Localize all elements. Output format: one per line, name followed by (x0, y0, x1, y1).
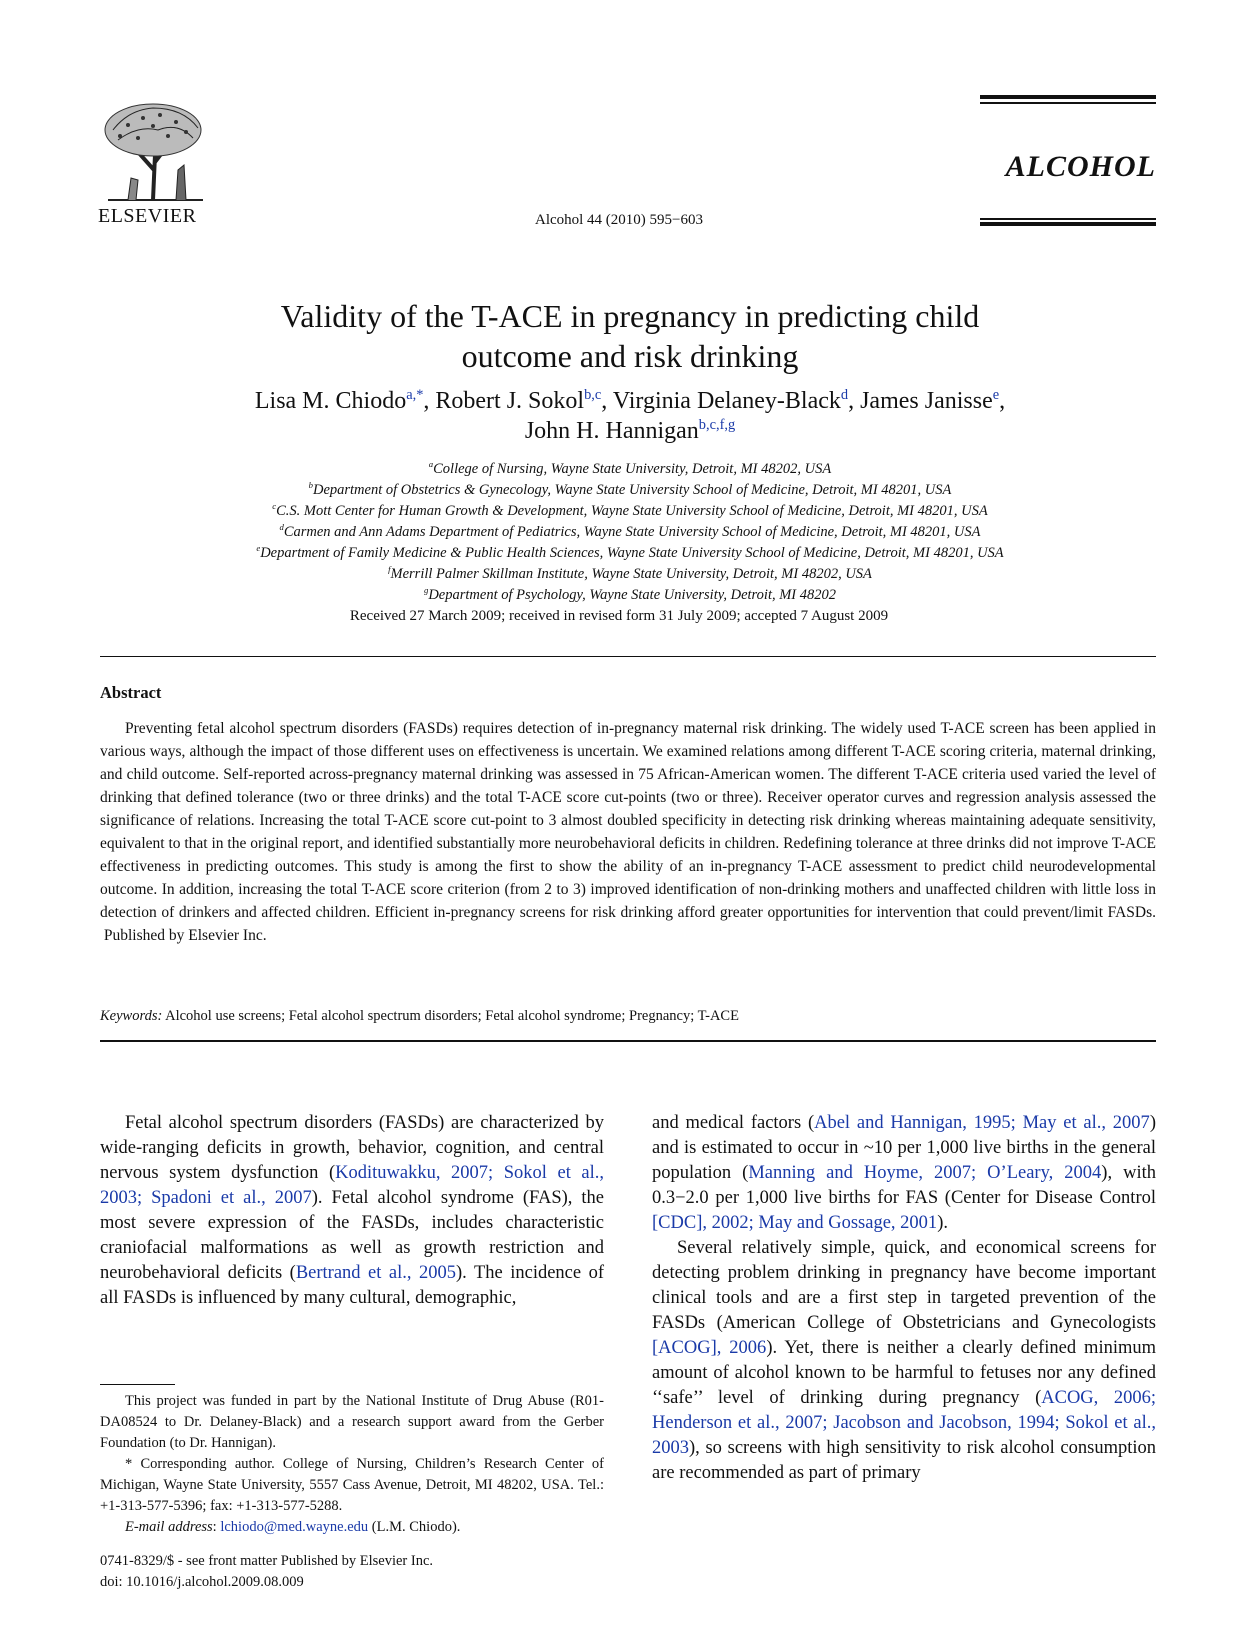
email-link[interactable]: lchiodo@med.wayne.edu (220, 1519, 369, 1535)
citation-link[interactable]: [ACOG], 2006 (652, 1338, 767, 1358)
issn-doi (100, 1551, 433, 1593)
masthead-rule-bottom (980, 222, 1156, 226)
footnote-rule (100, 1384, 175, 1385)
issn-line: 0741-8329/$ - see front matter Published by Elsevier Inc. (100, 1553, 434, 1569)
funding-footnote: This project was funded in part by the National Institute of Drug Abuse (R01-DA08524 to Dr. Delaney-Black) and a research support award from the Gerber Foundation (to Dr. Hannigan). (100, 1393, 604, 1451)
citation-link[interactable]: [CDC], 2002; May and Gossage, 2001 (652, 1213, 938, 1233)
author: Robert J. Sokol (435, 388, 585, 414)
author-affiliation-marker[interactable]: b,c,f,g (698, 417, 736, 433)
keywords-list: Alcohol use screens; Fetal alcohol spectrum disorders; Fetal alcohol syndrome; Pregnancy; T-ACE (165, 1008, 739, 1024)
affiliation: $^f$Merrill Palmer Skillman Institute, Wayne State University, Detroit, MI 48202, USA (388, 564, 872, 582)
affiliation: $^c$C.S. Mott Center for Human Growth & Development, Wayne State University School of Medicine, Detroit, MI 48201, USA (272, 501, 988, 519)
body-paragraph: and medical factors (Abel and Hannigan, 1995; May et al., 2007) and is estimated to occur in ~10 per 1,000 live births in the general population (Manning and Hoyme, 2007; O’Leary, 2004), with 0.3−2.0 per 1,000 live births for FAS (Center for Disease Control [CDC], 2002; May and Gossage, 2001). (652, 1113, 1156, 1233)
abstract-heading: Abstract (100, 683, 162, 702)
keywords (100, 1008, 1156, 1025)
author: Virginia Delaney-Black (612, 388, 841, 414)
citation-link[interactable]: Manning and Hoyme, 2007; O’Leary, 2004 (748, 1163, 1102, 1183)
abstract-text: Preventing fetal alcohol spectrum disorders (FASDs) requires detection of in-pregnancy maternal risk drinking. The widely used T-ACE screen has been applied in various ways, although the impact of those different uses on effectiveness is uncertain. We examined relations among different T-ACE scoring criteria, maternal drinking, and child outcome. Self-reported across-pregnancy maternal drinking was assessed in 75 African-American women. The different T-ACE criteria used varied the level of drinking that defined tolerance (two or three drinks) and the total T-ACE score cut-points (two or three). Receiver operator curves and regression analysis assessed the significance of relations. Increasing the total T-ACE score cut-point to 3 almost doubled specificity in detecting risk drinking whereas maintaining adequate sensitivity, equivalent to that in the original report, and identified substantially more neurobehavioral deficits in children. Redefining tolerance at three drinks did not improve T-ACE effectiveness in predicting outcomes. This study is among the first to show the ability of an in-pregnancy T-ACE assessment to predict child neurodevelopmental outcome. In addition, increasing the total T-ACE score criterion (from 2 to 3) improved identification of non-drinking mothers and unaffected children with little loss in detection of drinkers and affected children. Efficient in-pregnancy screens for risk drinking afford greater opportunities for intervention that could prevent/limit FASDs. Published by Elsevier Inc. (100, 720, 1156, 944)
elsevier-tree-logo (98, 100, 213, 220)
doi-line[interactable]: doi: 10.1016/j.alcohol.2009.08.009 (100, 1574, 304, 1590)
author-affiliation-marker[interactable]: a,* (406, 387, 424, 403)
journal-name: ALCOHOL (1005, 150, 1156, 183)
affiliation: $^g$Department of Psychology, Wayne State University, Detroit, MI 48202 (423, 585, 836, 603)
citation-link[interactable]: Bertrand et al., 2005 (295, 1263, 456, 1283)
masthead-rule-bottom-thin (980, 218, 1156, 220)
footnotes (100, 1391, 604, 1538)
journal-reference: Alcohol 44 (2010) 595−603 (534, 212, 704, 228)
author: John H. Hannigan (524, 418, 699, 444)
affiliation: $^a$College of Nursing, Wayne State University, Detroit, MI 48202, USA (428, 459, 832, 477)
affiliation: $^d$Carmen and Ann Adams Department of Pediatrics, Wayne State University School of Medicine, Detroit, MI 48201, USA (279, 522, 981, 540)
received-dates: Received 27 March 2009; received in revised form 31 July 2009; accepted 7 August 2009 (349, 608, 889, 624)
affiliation-list (60, 459, 1200, 606)
keywords-label: Keywords: (100, 1008, 163, 1024)
body-column-left (100, 1111, 604, 1311)
author-list: Lisa M. Chiodo$^{a,*}$, Robert J. Sokol$^{b,c}$, Virginia Delaney-Black$^d$, James Janisse$^e$, John H. Hannigan$^{b,c,f,g}$ (254, 387, 1006, 444)
citation-link[interactable]: ACOG, 2006; Henderson et al., 2007; Jacobson and Jacobson, 1994; Sokol et al., 2003 (652, 1388, 1156, 1458)
body-paragraph: Several relatively simple, quick, and economical screens for detecting problem drinking in pregnancy have become important clinical tools and are a first step in targeted prevention of the FASDs (American College of Obstetricians and Gynecologists [ACOG], 2006). Yet, there is neither a clearly defined minimum amount of alcohol known to be harmful to fetuses nor any defined ‘‘safe’’ level of drinking during pregnancy (ACOG, 2006; Henderson et al., 2007; Jacobson and Jacobson, 1994; Sokol et al., 2003), so screens with high sensitivity to risk alcohol consumption are recommended as part of primary (652, 1238, 1157, 1483)
email-footnote: E-mail address: lchiodo@med.wayne.edu (L.M. Chiodo). (125, 1519, 461, 1535)
citation-link[interactable]: Abel and Hannigan, 1995; May et al., 2007 (814, 1113, 1150, 1133)
affiliation: $^e$Department of Family Medicine & Public Health Sciences, Wayne State University School of Medicine, Detroit, MI 48201, USA (256, 543, 1004, 561)
citation-link[interactable]: Kodituwakku, 2007; Sokol et al., 2003; Spadoni et al., 2007 (100, 1163, 604, 1208)
affiliation: $^b$Department of Obstetrics & Gynecology, Wayne State University School of Medicine, Detroit, MI 48201, USA (308, 480, 952, 498)
corresponding-author-footnote: * Corresponding author. College of Nursing, Children’s Research Center of Michigan, Wayne State University, 5557 Cass Avenue, Detroit, MI 48202, USA. Tel.: +1-313-577-5396; fax: +1-313-577-5288. (100, 1456, 604, 1514)
author: James Janisse (860, 388, 993, 414)
author: Lisa M. Chiodo (254, 388, 407, 414)
divider (100, 1040, 1156, 1042)
masthead-rule-top (980, 95, 1156, 99)
author-affiliation-marker[interactable]: e (992, 387, 1000, 403)
author-affiliation-marker[interactable]: d (840, 387, 849, 403)
masthead-rule-top-thin (980, 102, 1156, 104)
article-title: Validity of the T-ACE in pregnancy in predicting child outcome and risk drinking (280, 298, 980, 374)
publisher-name: ELSEVIER (98, 205, 197, 227)
author-affiliation-marker[interactable]: b,c (584, 387, 602, 403)
divider (100, 656, 1156, 657)
body-paragraph: Fetal alcohol spectrum disorders (FASDs) are characterized by wide-ranging deficits in growth, behavior, cognition, and central nervous system dysfunction (Kodituwakku, 2007; Sokol et al., 2003; Spadoni et al., 2007). Fetal alcohol syndrome (FAS), the most severe expression of the FASDs, includes characteristic craniofacial malformations as well as growth restriction and neurobehavioral deficits (Bertrand et al., 2005). The incidence of all FASDs is influenced by many cultural, demographic, (100, 1113, 604, 1308)
body-column-right (652, 1111, 1156, 1486)
